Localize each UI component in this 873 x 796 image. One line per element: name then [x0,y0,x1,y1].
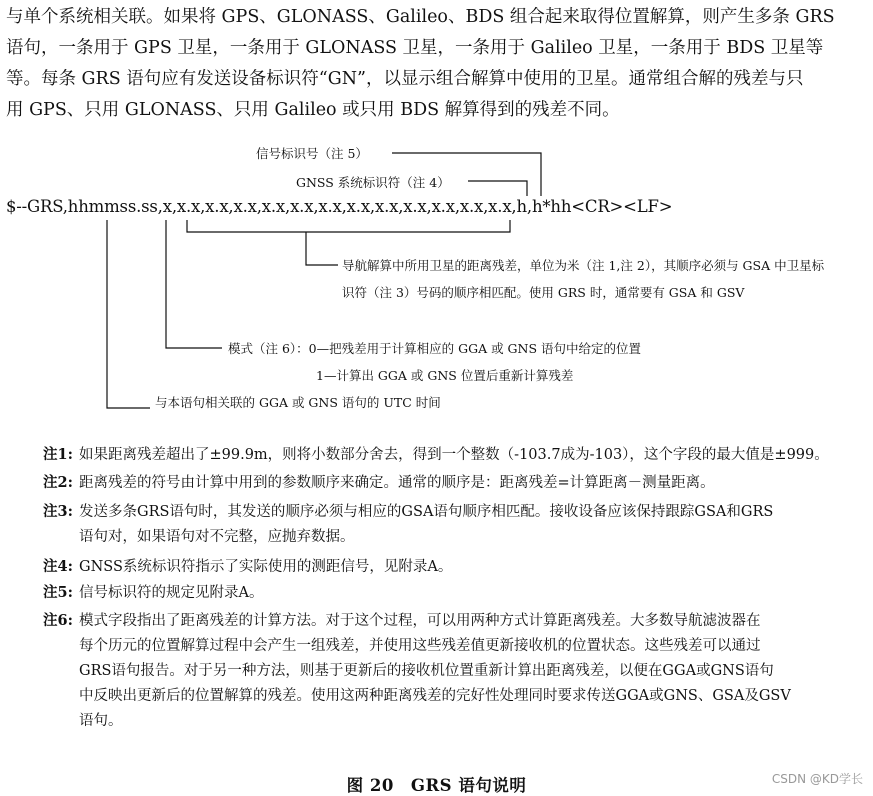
signal-id-label: 信号标识号（注 5） [256,146,368,161]
note-4 [43,554,452,580]
watermark: CSDN @KD学长 [771,772,863,786]
note-1 [43,442,829,468]
note-tag: 注4: [43,558,73,575]
utc-label: 与本语句相关联的 GGA 或 GNS 语句的 UTC 时间 [155,395,441,410]
intro-line: 与单个系统相关联。如果将 GPS、GLONASS、Galileo、BDS 组合起来取得位置解算，则产生多条 GRS [6,7,835,27]
gnss-id-label: GNSS 系统标识符（注 4） [296,175,450,190]
note-text: 信号标识符的规定见附录A。 [79,585,264,601]
grs-format-string: $--GRS,hhmmss.ss,x,x.x,x.x,x.x,x.x,x.x,x.x,x.x,x.x,x.x,x.x,x.x,x.x,h,h*hh<CR><LF> [6,197,673,216]
intro-paragraph [6,2,866,126]
mode-connector [166,220,222,348]
intro-line: 语句，一条用于 GPS 卫星，一条用于 GLONASS 卫星，一条用于 Galileo 卫星，一条用于 BDS 卫星等 [6,38,824,58]
residuals-connector [306,232,338,265]
residuals-label-line1: 导航解算中所用卫星的距离残差，单位为米（注 1,注 2），其顺序必须与 GSA 中卫星标 [342,258,825,273]
note-text: 发送多条GRS语句时，其发送的顺序必须与相应的GSA语句顺序相匹配。接收设备应该保持跟踪GSA和GRS [79,504,774,520]
note-tag: 注6: [43,612,73,629]
residuals-label-line2: 识符（注 3）号码的顺序相匹配。使用 GRS 时，通常要有 GSA 和 GSV [342,285,745,300]
note-3 [43,499,773,550]
note-tag: 注1: [43,446,73,463]
gnss-id-connector [468,181,527,196]
note-text: GNSS系统标识符指示了实际使用的测距信号，见附录A。 [79,559,453,575]
note-text: 模式字段指出了距离残差的计算方法。对于这个过程，可以用两种方式计算距离残差。大多数导航滤波器在 [79,613,761,629]
note-2 [43,470,715,496]
mode-label-line2: 1—计算出 GGA 或 GNS 位置后重新计算残差 [316,368,574,383]
note-tag: 注3: [43,503,73,520]
figure-caption: 图 20 GRS 语句说明 [346,776,527,795]
note-text: 如果距离残差超出了±99.9m，则将小数部分舍去，得到一个整数（-103.7成为-103），这个字段的最大值是±999。 [79,447,829,463]
note-6 [43,608,791,734]
note-text: 距离残差的符号由计算中用到的参数顺序来确定。通常的顺序是：距离残差=计算距离－测量距离。 [79,475,715,491]
note-text: 语句。 [79,713,123,729]
note-text: GRS语句报告。对于另一种方法，则基于更新后的接收机位置重新计算出距离残差，以便在GGA或GNS语句 [79,663,774,679]
utc-connector [107,220,150,408]
intro-line: 等。每条 GRS 语句应有发送设备标识符“GN”，以显示组合解算中使用的卫星。通常组合解的残差与只 [6,69,804,89]
note-tag: 注5: [43,584,73,601]
note-text: 中反映出更新后的位置解算的残差。使用这两种距离残差的完好性处理同时要求传送GGA或GNS、GSA及GSV [79,688,791,704]
note-5 [43,580,263,606]
note-text: 语句对，如果语句对不完整，应抛弃数据。 [79,529,355,545]
residuals-bracket [187,220,510,232]
note-tag: 注2: [43,474,73,491]
note-text: 每个历元的位置解算过程中会产生一组残差，并使用这些残差值更新接收机的位置状态。这些残差可以通过 [79,638,761,654]
intro-line: 用 GPS、只用 GLONASS、只用 Galileo 或只用 BDS 解算得到的残差不同。 [6,100,620,120]
mode-label-line1: 模式（注 6）：0—把残差用于计算相应的 GGA 或 GNS 语句中给定的位置 [228,341,642,356]
